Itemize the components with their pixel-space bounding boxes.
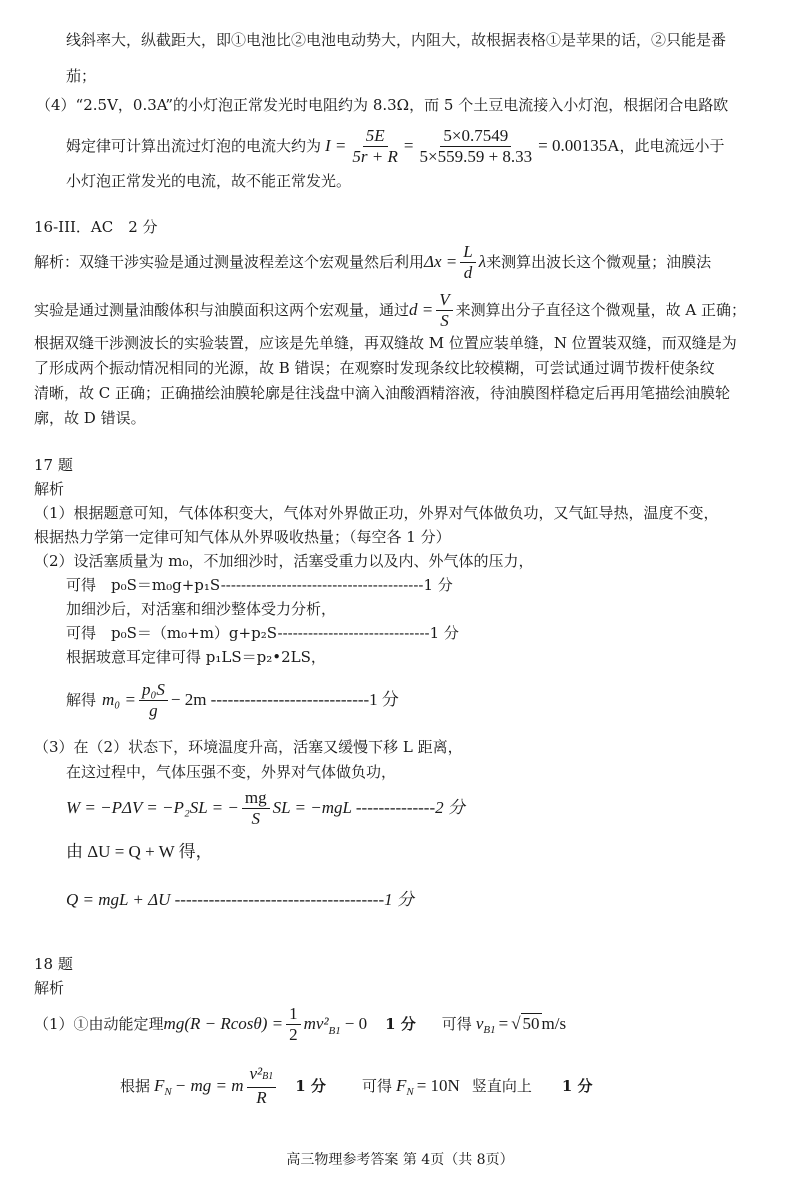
fraction-numerator: L <box>460 242 475 263</box>
sec18-line2 <box>120 1061 593 1111</box>
score-label: 1 分 <box>295 1077 326 1095</box>
sqrt-symbol: √ <box>511 1014 521 1033</box>
sec16-analysis-line2 <box>34 288 746 332</box>
sec18-analysis-label: 解析 <box>34 979 65 997</box>
score-label: 1 分 <box>385 1015 416 1033</box>
sec17-p1b: 根据热力学第一定律可知气体从外界吸收热量；（每空各 1 分） <box>34 528 451 546</box>
energy-equation: mg(R − Rcosθ) = <box>163 1014 284 1033</box>
sec17-p3c: 由 ΔU = Q + W 得， <box>66 842 213 861</box>
score-label: 1 分 <box>561 1077 593 1095</box>
sec15-line2: 茄； <box>66 67 97 85</box>
fraction-denominator: S <box>251 808 260 828</box>
fraction-denominator: S <box>440 310 449 330</box>
sec16-analysis-line6: 廓，故 D 错误。 <box>34 409 146 427</box>
current-symbol: I = <box>325 136 347 155</box>
sec17-title: 17 题 <box>34 456 73 474</box>
sec17-p2e <box>66 678 399 722</box>
sec17-p2d: 根据玻意耳定律可得 p₁LS＝p₂•2LS， <box>66 648 326 666</box>
fraction-numerator: 5×0.7549 <box>440 126 511 147</box>
sec17-p3d: Q = mgL + ΔU -------------------------------------1 分 <box>66 890 414 909</box>
fraction-numerator: p₀S <box>139 680 168 701</box>
sec16-text: 实验是通过测量油酸体积与油膜面积这两个宏观量，通过 <box>34 301 410 319</box>
sec16-analysis-line3: 根据双缝干涉测波长的实验装置，应该是先单缝，再双缝故 M 位置应装单缝，N 位置装双缝，而双缝是为 <box>34 334 737 352</box>
fraction-L-over-d <box>460 242 475 283</box>
sec17-p2c: 可得 p₀S＝（m₀+m）g+p₂S------------------------------1 分 <box>66 624 459 642</box>
delta-x-symbol: Δx = <box>424 252 458 271</box>
mass-result: − 2m ----------------------------1 分 <box>170 690 399 709</box>
force-symbol: F <box>395 1076 407 1095</box>
fraction-denominator: g <box>149 700 158 720</box>
force-symbol: F <box>154 1076 165 1095</box>
sec17-p3a: 在这过程中，气体压强不变，外界对气体做负功， <box>66 763 397 781</box>
sec16-analysis-line5: 清晰，故 C 正确；正确描绘油膜轮廓是往浅盘中滴入油酸酒精溶液，待油膜图样稳定后再用笔描绘油膜轮 <box>34 384 731 402</box>
sec16-text: 来测算出波长这个微观量；油膜法 <box>486 253 712 271</box>
fraction-numerator: v² <box>249 1064 263 1083</box>
fraction-denominator: 2 <box>289 1024 298 1044</box>
sec18-text: 根据 <box>120 1077 151 1095</box>
fraction-numerator: mg <box>242 788 270 809</box>
fraction-numerator: V <box>436 290 452 311</box>
kinetic-term: mv² <box>303 1014 329 1033</box>
fraction-V-over-S <box>436 290 452 331</box>
fraction-denominator: 5r + R <box>352 146 398 166</box>
force-direction: 竖直向上 <box>471 1077 532 1095</box>
sec16-analysis-line4: 了形成两个振动情况相同的光源，故 B 错误；在观察时发现条纹比较模糊，可尝试通过调节拨杆使条纹 <box>34 359 715 377</box>
fraction-denominator: 5×559.59 + 8.33 <box>419 146 533 166</box>
sec17-p2: （2）设活塞质量为 m₀，不加细沙时，活塞受重力以及内、外气体的压力， <box>34 552 534 570</box>
sec18-text: 可得 <box>441 1015 472 1033</box>
sec15-p4: （4）“2.5V，0.3A”的小灯泡正常发光时电阻约为 8.3Ω，而 5 个土豆电流接入小灯泡，根据闭合电路欧 <box>36 96 729 114</box>
sec17-p3b <box>66 786 465 830</box>
current-result: = 0.00135A <box>538 136 620 155</box>
sec15-line1: 线斜率大，纵截距大，即①电池比②电池电动势大，内阻大，故根据表格①是苹果的话，②只能是番 <box>66 31 727 49</box>
work-equation: W = −PΔV = −P₂SL = − <box>66 798 239 817</box>
page-footer: 高三物理参考答案 第 4页（共 8页） <box>286 1152 514 1168</box>
fraction-5E <box>349 126 400 167</box>
sec15-p4-text: 姆定律可计算出流过灯泡的电流大约为 <box>66 137 322 155</box>
sec17-text: 解得 <box>66 691 97 709</box>
velocity-unit: m/s <box>541 1014 567 1033</box>
sec17-p2a: 可得 p₀S＝m₀g+p₁S----------------------------------------1 分 <box>66 576 453 594</box>
sec18-line1 <box>34 1001 566 1047</box>
lambda-symbol: λ <box>478 252 487 271</box>
fraction-denominator: R <box>256 1088 267 1107</box>
mass-symbol: m₀ = <box>102 690 136 709</box>
sec15-p4-conclusion: 小灯泡正常发光的电流，故不能正常发光。 <box>66 172 352 190</box>
work-result: SL = −mgL --------------2 分 <box>272 798 465 817</box>
fraction-p0S-over-g <box>139 680 168 721</box>
sec17-p3: （3）在（2）状态下，环境温度升高，活塞又缓慢下移 L 距离， <box>34 738 463 756</box>
subscript: N <box>164 1086 172 1098</box>
sec15-p4-text-post: ，此电流远小于 <box>619 137 725 155</box>
subscript: B1 <box>483 1024 496 1036</box>
equals-sign: = <box>498 1014 509 1033</box>
sec15-p4-formula-line <box>66 124 725 168</box>
sec17-analysis-label: 解析 <box>34 480 65 498</box>
equals-sign: = <box>403 136 414 155</box>
fraction-denominator: d <box>463 262 473 282</box>
diameter-symbol: d = <box>409 300 434 319</box>
velocity-symbol: v <box>475 1014 484 1033</box>
force-result: = 10N <box>416 1076 460 1095</box>
subscript: N <box>406 1086 414 1098</box>
sec18-text: （1）①由动能定理 <box>34 1015 164 1033</box>
sec18-title: 18 题 <box>34 955 73 973</box>
equation-tail: − 0 <box>344 1014 368 1033</box>
fraction-numerator: 5E <box>363 126 388 147</box>
sec17-p1: （1）根据题意可知，气体体积变大，气体对外界做正功，外界对气体做负功，又气缸导热，温度不变， <box>34 504 719 522</box>
force-equation: − mg = m <box>174 1076 244 1095</box>
sec16-analysis-line1 <box>34 240 711 284</box>
fraction-half <box>286 1004 301 1045</box>
fraction-v2-over-R <box>247 1064 277 1108</box>
sec16-title: 16-III．AC 2 分 <box>34 218 158 236</box>
subscript: B1 <box>328 1025 341 1037</box>
sec18-text: 可得 <box>361 1077 392 1095</box>
sqrt-radicand <box>521 1014 542 1034</box>
sec16-text: 解析：双缝干涉实验是通过测量波程差这个宏观量然后利用 <box>34 253 425 271</box>
fraction-numerator: 1 <box>286 1004 301 1025</box>
fraction-numeric <box>416 126 535 167</box>
sec16-text: 来测算出分子直径这个微观量，故 A 正确； <box>455 301 747 319</box>
subscript: B1 <box>262 1071 274 1082</box>
sec17-p2b: 加细沙后，对活塞和细沙整体受力分析， <box>66 600 337 618</box>
radicand-value: 50 <box>522 1014 540 1033</box>
fraction-mg-over-S <box>242 788 270 829</box>
